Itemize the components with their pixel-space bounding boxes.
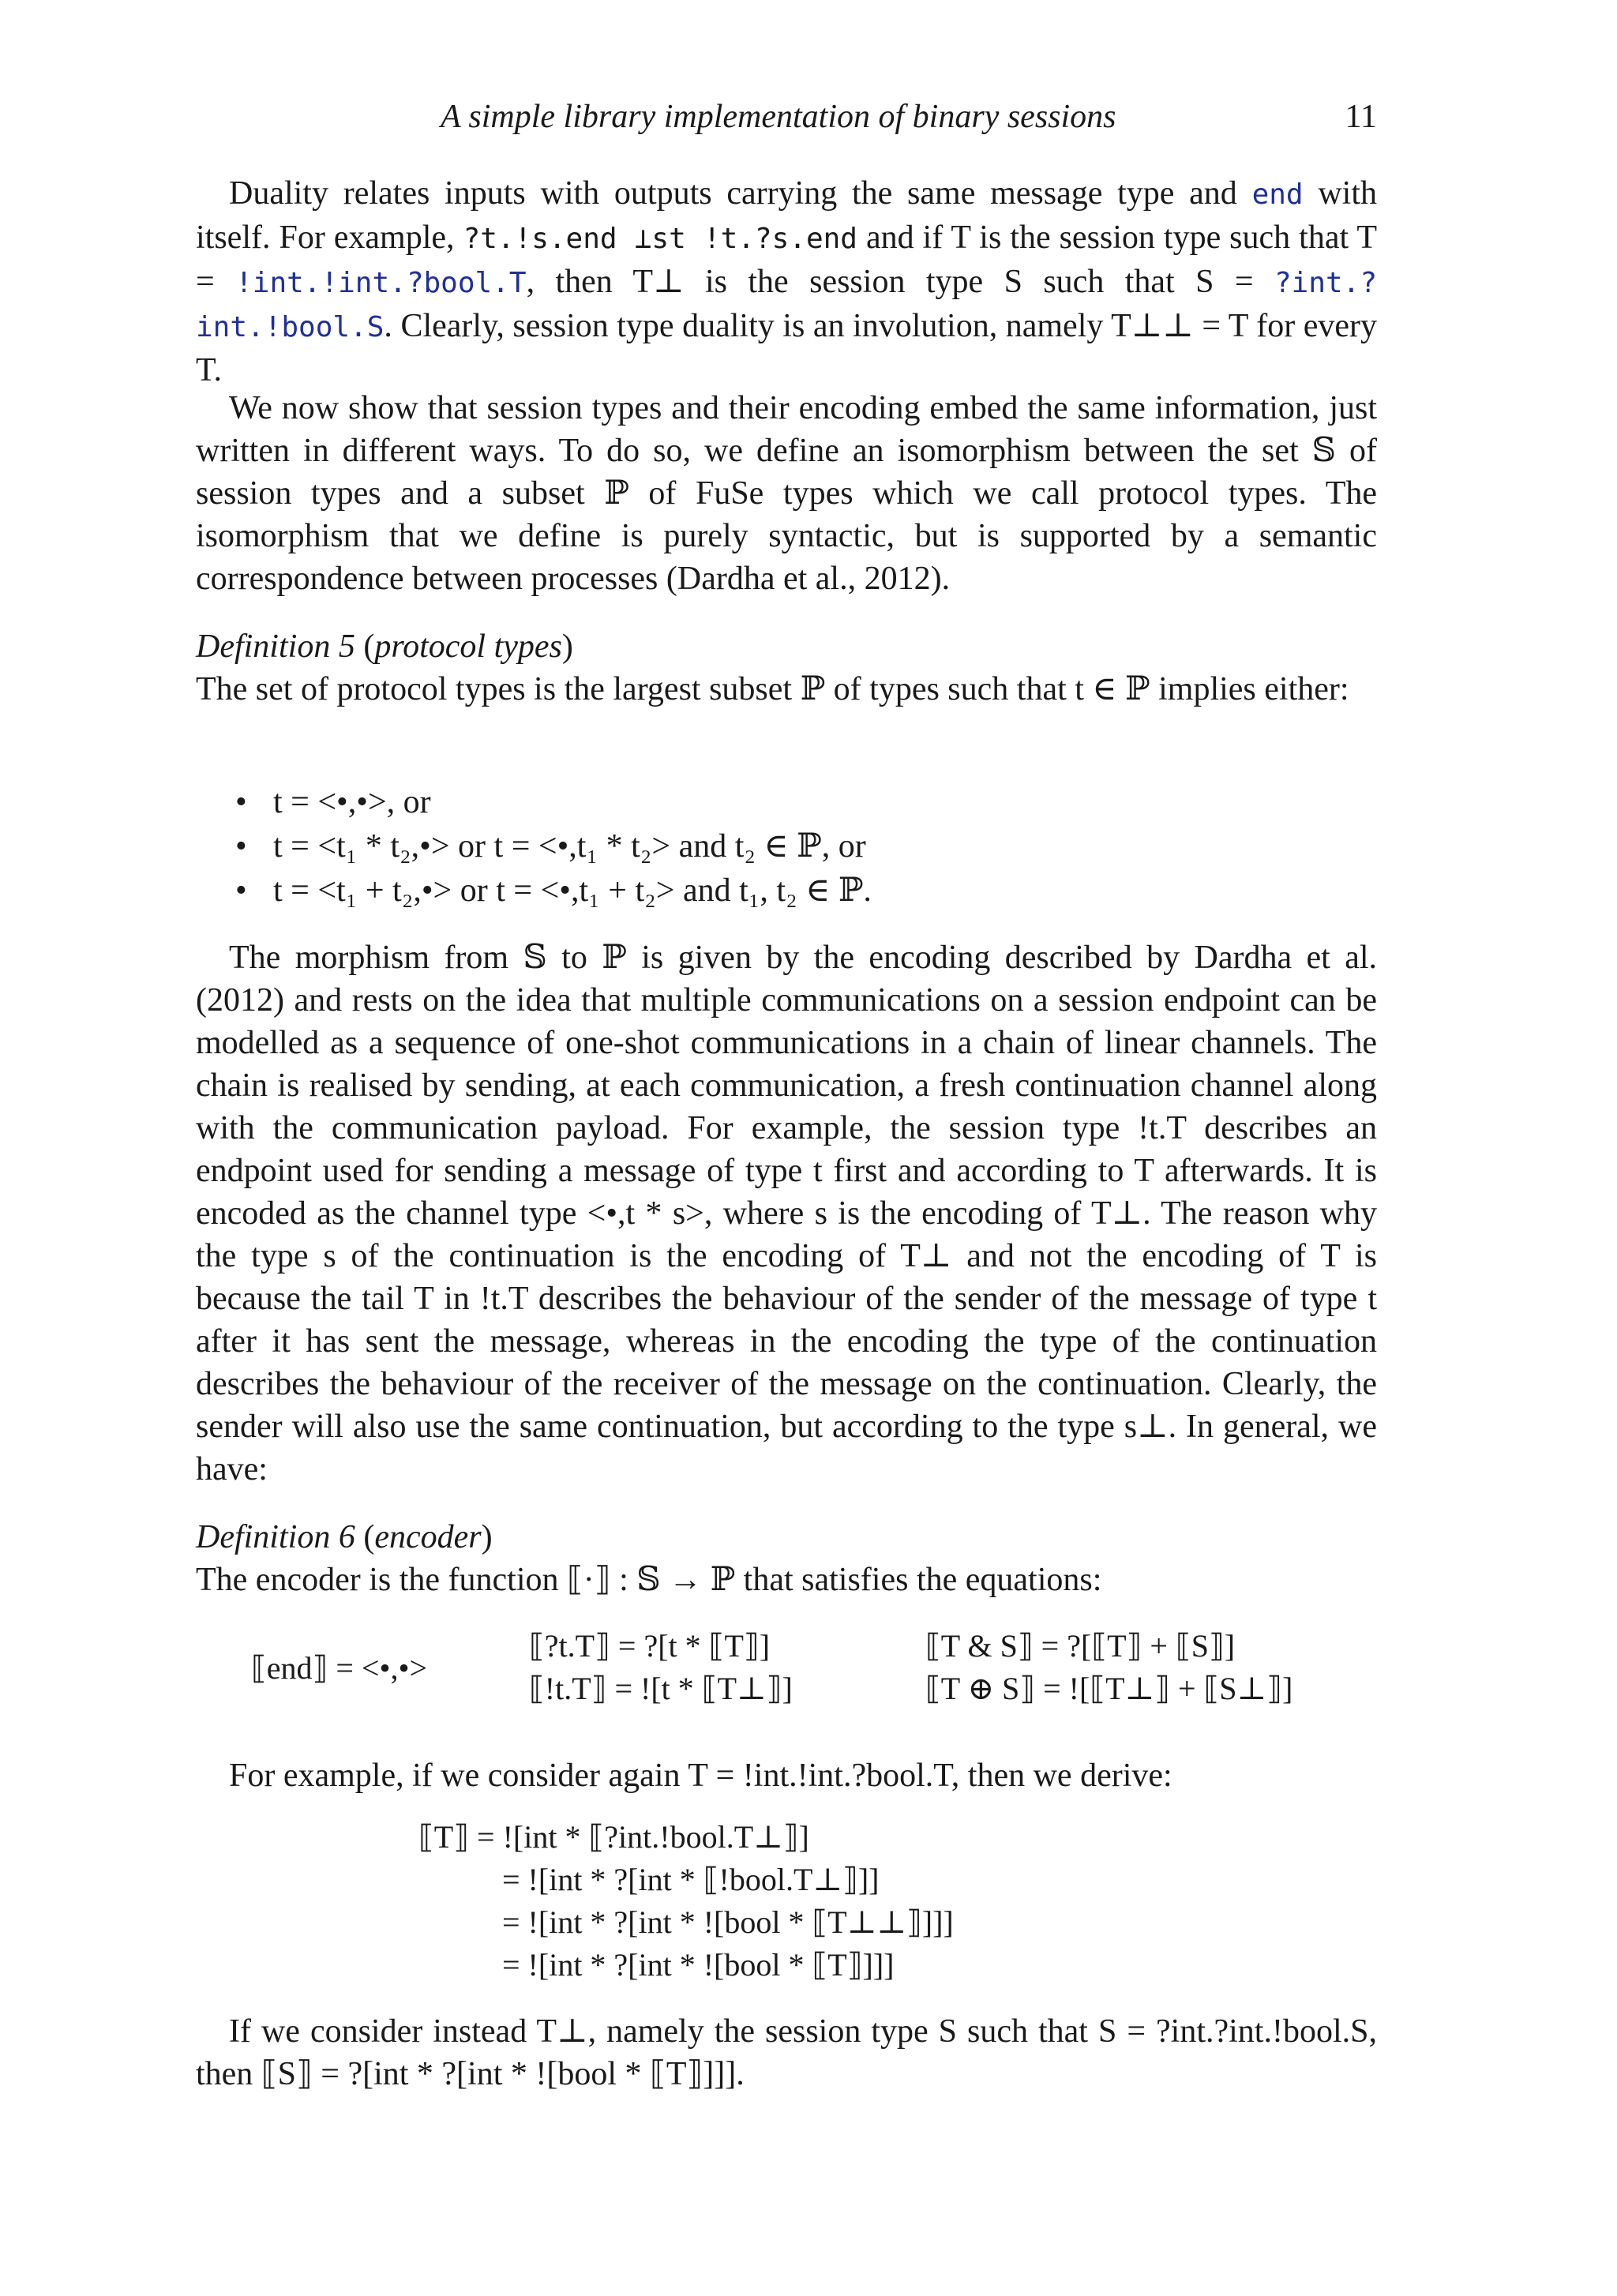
paragraph-duality: Duality relates inputs with outputs carrying the same message type and end with itself. For example, ?t.!s.end ⊥st !t.?s.end and if T is the session type such that T = !int.!int.?bool.T, then T⊥ is the session type S such that S = ?int.?int.!bool.S. Clearly, session type duality is an involution, namely T⊥⊥ = T for every T. — [196, 175, 1378, 388]
duality-example: ?t.!s.end ⊥st !t.?s.end — [463, 223, 857, 255]
session-type-t: !int.!int.?bool.T — [235, 267, 527, 299]
list-item: • t = <t₁ + t₂,•> or t = <•,t₁ + t₂> and t₁, t₂ ∈ ℙ. — [235, 872, 872, 909]
keyword-end: end — [1251, 178, 1304, 211]
equation-choice: ⟦T ⊕ S⟧ = ![⟦T⊥⟧ + ⟦S⊥⟧] — [925, 1671, 1293, 1706]
definition-5-body: The set of protocol types is the largest subset ℙ of types such that t ∈ ℙ implies either: — [196, 671, 1349, 707]
paragraph-dual-example: If we consider instead T⊥, namely the session type S such that S = ?int.?int.!bool.S, then ⟦S⟧ = ?[int * ?[int * ![bool * ⟦T⟧]]]. — [196, 2013, 1377, 2092]
derivation-line: = ![int * ?[int * ![bool * ⟦T⟧]]] — [502, 1947, 895, 1983]
equation-end: ⟦end⟧ = <•,•> — [251, 1650, 428, 1686]
list-item: • t = <t₁ * t₂,•> or t = <•,t₁ * t₂> and t₂ ∈ ℙ, or — [235, 828, 866, 865]
running-title: A simple library implementation of binary sessions — [441, 99, 1116, 135]
running-header — [196, 93, 1377, 141]
paragraph-morphism: The morphism from 𝕊 to ℙ is given by the encoding described by Dardha et al. (2012) and rests on the idea that multiple communications on a session endpoint can be modelled as a sequence of one-shot communications in a chain of linear channels. The chain is realised by sending, at each communication, a fresh continuation channel along with the communication payload. For example, the session type !t.T describes an endpoint used for sending a message of type t first and according to T afterwards. It is encoded as the channel type <•,t * s>, where s is the encoding of T⊥. The reason why the type s of the continuation is the encoding of T⊥ and not the encoding of T is because the tail T in !t.T describes the behaviour of the sender of the message of type t after it has sent the message, whereas in the encoding the type of the continuation describes the behaviour of the receiver of the message on the continuation. Clearly, the sender will also use the same continuation, but according to the type s⊥. In general, we have: — [196, 940, 1377, 1488]
derivation-line: ⟦T⟧ = ![int * ⟦?int.!bool.T⊥⟧] — [418, 1819, 809, 1855]
derivation-line: = ![int * ?[int * ⟦!bool.T⊥⟧]] — [502, 1862, 880, 1897]
derivation-line: = ![int * ?[int * ![bool * ⟦T⊥⊥⟧]]] — [502, 1904, 954, 1940]
list-item: • t = <•,•>, or — [235, 784, 431, 820]
equation-output: ⟦!t.T⟧ = ![t * ⟦T⊥⟧] — [529, 1671, 793, 1706]
paragraph-isomorphism: We now show that session types and their encoding embed the same information, just written in different ways. To do so, we define an isomorphism between the set 𝕊 of session types and a subset ℙ of FuSe types which we call protocol types. The isomorphism that we define is purely syntactic, but is supported by a semantic correspondence between processes (Dardha et al., 2012). — [196, 390, 1377, 597]
definition-6-heading: Definition 6 (encoder) — [196, 1519, 493, 1555]
paragraph-example: For example, if we consider again T = !int.!int.?bool.T, then we derive: — [229, 1758, 1172, 1794]
equation-branch: ⟦T & S⟧ = ?[⟦T⟧ + ⟦S⟧] — [925, 1628, 1236, 1664]
session-type-s: ?int.?int.!bool.S — [196, 267, 1377, 343]
definition-5-heading: Definition 5 (protocol types) — [196, 628, 573, 665]
equation-input: ⟦?t.T⟧ = ?[t * ⟦T⟧] — [529, 1628, 771, 1664]
definition-6-body: The encoder is the function ⟦·⟧ : 𝕊 → ℙ that satisfies the equations: — [196, 1562, 1102, 1598]
page-number: 11 — [1345, 99, 1377, 135]
